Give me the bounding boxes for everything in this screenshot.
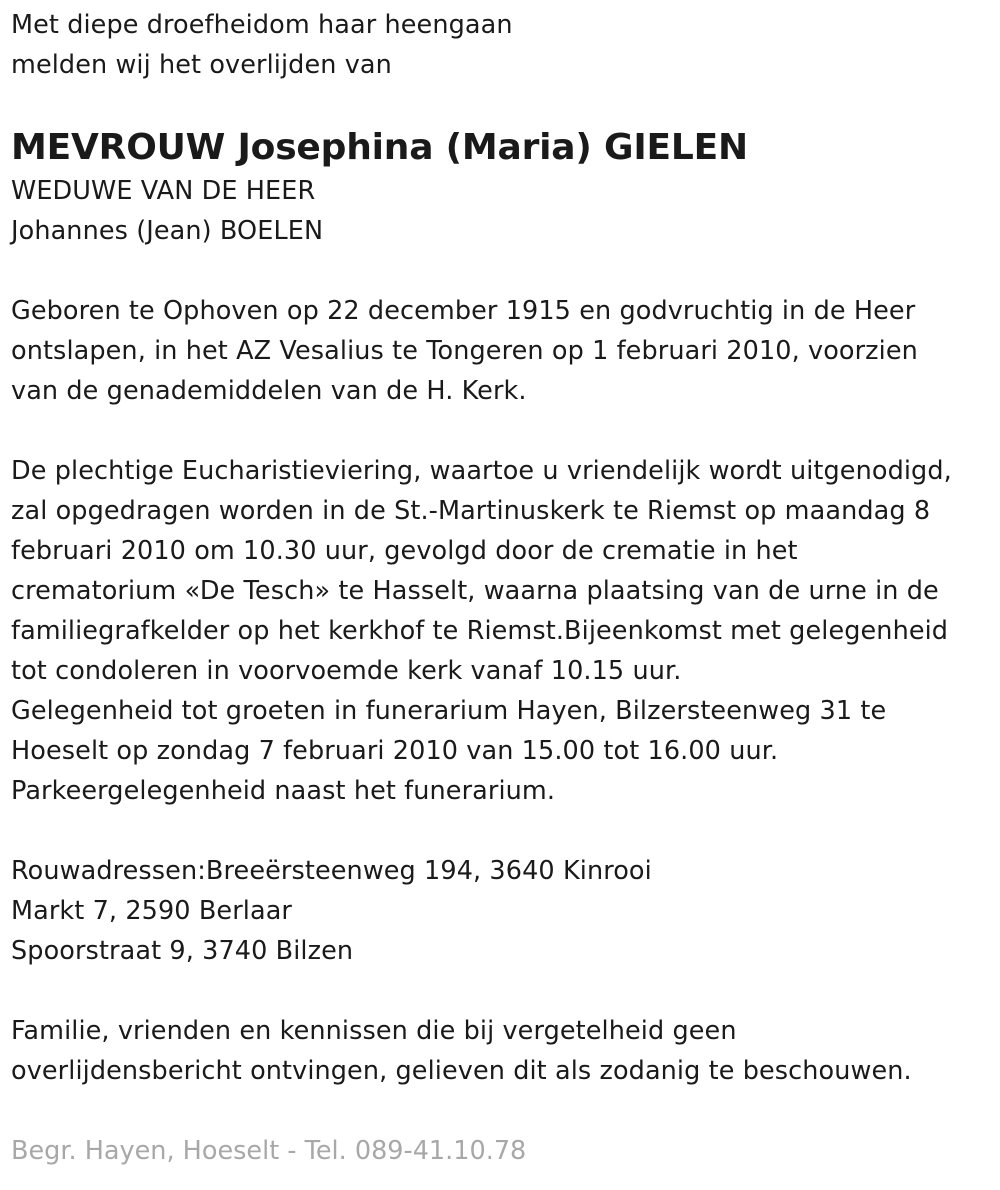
intro-line: melden wij het overlijden van: [11, 50, 392, 80]
paragraph-line: februari 2010 om 10.30 uur, gevolgd door de crematie in het: [11, 536, 798, 566]
deceased-name: MEVROUW Josephina (Maria) GIELEN: [11, 127, 748, 168]
obituary-notice: [11, 0, 996, 1171]
paragraph-line: overlijdensbericht ontvingen, gelieven dit als zodanig te beschouwen.: [11, 1056, 912, 1086]
intro-line: Met diepe droefheidom haar heengaan: [11, 10, 513, 40]
paragraph-line: Hoeselt op zondag 7 februari 2010 van 15.00 tot 16.00 uur.: [11, 736, 779, 766]
address-line: Rouwadressen:Breeërsteenweg 194, 3640 Kinrooi: [11, 856, 652, 886]
paragraph-line: Parkeergelegenheid naast het funerarium.: [11, 776, 556, 806]
address-line: Markt 7, 2590 Berlaar: [11, 896, 293, 926]
paragraph-line: Gelegenheid tot groeten in funerarium Hayen, Bilzersteenweg 31 te: [11, 696, 887, 726]
paragraph-line: van de genademiddelen van de H. Kerk.: [11, 376, 527, 406]
paragraph-line: familiegrafkelder op het kerkhof te Riemst.Bijeenkomst met gelegenheid: [11, 616, 949, 646]
spouse-title: WEDUWE VAN DE HEER: [11, 176, 316, 206]
address-line: Spoorstraat 9, 3740 Bilzen: [11, 936, 354, 966]
paragraph-line: Familie, vrienden en kennissen die bij vergetelheid geen: [11, 1016, 737, 1046]
paragraph-line: tot condoleren in voorvoemde kerk vanaf 10.15 uur.: [11, 656, 682, 686]
paragraph-line: ontslapen, in het AZ Vesalius te Tongeren op 1 februari 2010, voorzien: [11, 336, 918, 366]
spouse-name: Johannes (Jean) BOELEN: [11, 216, 324, 246]
spouse-info: [11, 171, 996, 251]
birth-death-paragraph: [11, 291, 996, 411]
paragraph-line: zal opgedragen worden in de St.-Martinuskerk te Riemst op maandag 8: [11, 496, 931, 526]
paragraph-line: crematorium «De Tesch» te Hasselt, waarna plaatsing van de urne in de: [11, 576, 939, 606]
closing-paragraph: [11, 1011, 996, 1091]
funeral-home-footer: Begr. Hayen, Hoeselt - Tel. 089-41.10.78: [11, 1136, 527, 1166]
ceremony-paragraph: [11, 451, 996, 811]
paragraph-line: De plechtige Eucharistieviering, waartoe u vriendelijk wordt uitgenodigd,: [11, 456, 952, 486]
paragraph-line: Geboren te Ophoven op 22 december 1915 en godvruchtig in de Heer: [11, 296, 916, 326]
intro-text: [11, 5, 996, 85]
mourning-addresses: [11, 851, 996, 971]
